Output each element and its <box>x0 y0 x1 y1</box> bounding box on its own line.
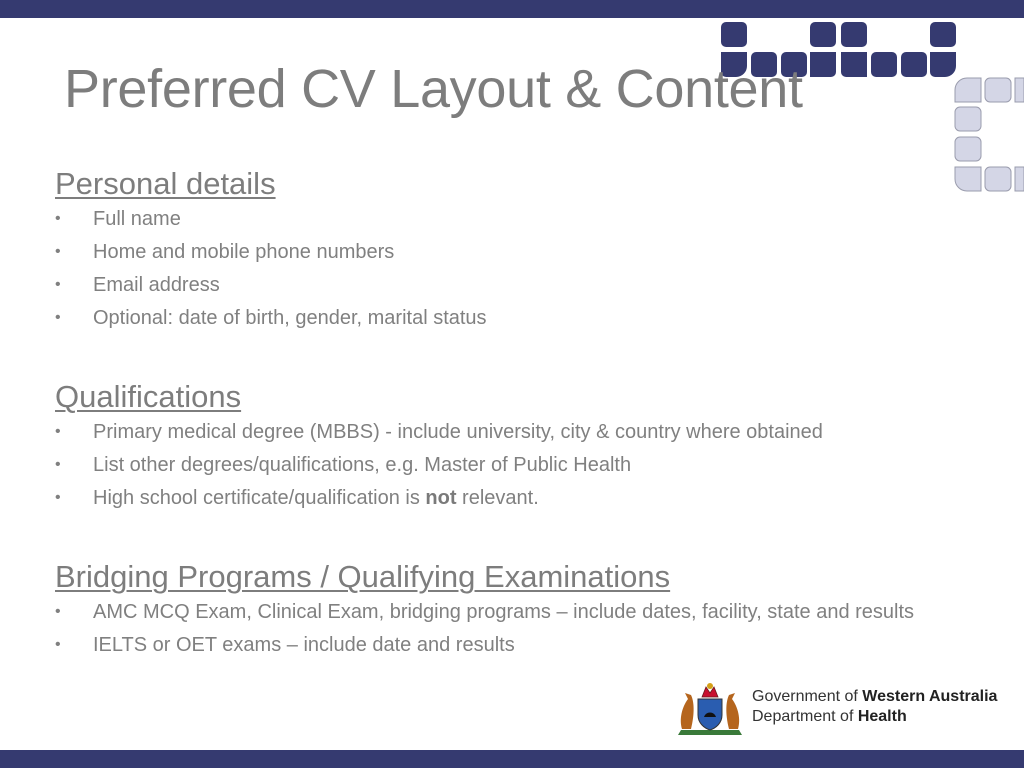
list-item <box>55 419 985 445</box>
government-logo <box>672 677 1022 739</box>
slide-title: Preferred CV Layout & Content <box>64 59 803 119</box>
list-item <box>55 239 985 265</box>
section-heading: Personal details <box>55 166 276 201</box>
list-item-text: Primary medical degree (MBBS) - include university, city & country where obtained <box>93 421 823 443</box>
bullet-list <box>55 599 985 658</box>
list-item <box>55 485 985 511</box>
section-bridging-programs <box>55 559 985 665</box>
logo-line-1 <box>752 687 997 707</box>
emphasis-text: not <box>425 487 457 509</box>
bullet-icon: • <box>55 210 61 227</box>
list-item-text: List other degrees/qualifications, e.g. Master of Public Health <box>93 454 632 476</box>
list-item-text: IELTS or OET exams – include date and results <box>93 634 515 656</box>
logo-line-1-prefix: Government of <box>752 688 863 705</box>
section-heading: Bridging Programs / Qualifying Examinations <box>55 559 671 594</box>
section-qualifications <box>55 379 985 518</box>
list-item <box>55 632 985 658</box>
list-item-text: Full name <box>93 208 181 230</box>
list-item-text: Home and mobile phone numbers <box>93 241 395 263</box>
list-item-text: Email address <box>93 274 220 296</box>
bullet-icon: • <box>55 423 61 440</box>
coat-of-arms-icon <box>672 677 748 739</box>
bullet-icon: • <box>55 243 61 260</box>
section-personal-details <box>55 166 985 338</box>
list-item-text: High school certificate/qualification is <box>93 487 426 509</box>
logo-line-2-bold: Health <box>857 708 907 725</box>
bullet-icon: • <box>55 603 61 620</box>
bullet-list <box>55 206 985 331</box>
bullet-icon: • <box>55 456 61 473</box>
list-item-text: AMC MCQ Exam, Clinical Exam, bridging programs – include dates, facility, state and results <box>93 601 915 623</box>
list-item <box>55 599 985 625</box>
bullet-icon: • <box>55 309 61 326</box>
list-item <box>55 305 985 331</box>
list-item-text-suffix: relevant. <box>456 487 539 509</box>
logo-line-2-prefix: Department of <box>752 708 858 725</box>
section-heading: Qualifications <box>55 379 242 414</box>
list-item <box>55 206 985 232</box>
bottom-bar <box>0 750 1024 768</box>
logo-text <box>752 687 997 727</box>
bullet-list <box>55 419 985 511</box>
logo-line-1-bold: Western Australia <box>862 688 998 705</box>
bullet-icon: • <box>55 636 61 653</box>
logo-line-2 <box>752 707 997 727</box>
list-item <box>55 452 985 478</box>
bullet-icon: • <box>55 489 61 506</box>
bullet-icon: • <box>55 276 61 293</box>
list-item <box>55 272 985 298</box>
list-item-text: Optional: date of birth, gender, marital status <box>93 307 487 329</box>
